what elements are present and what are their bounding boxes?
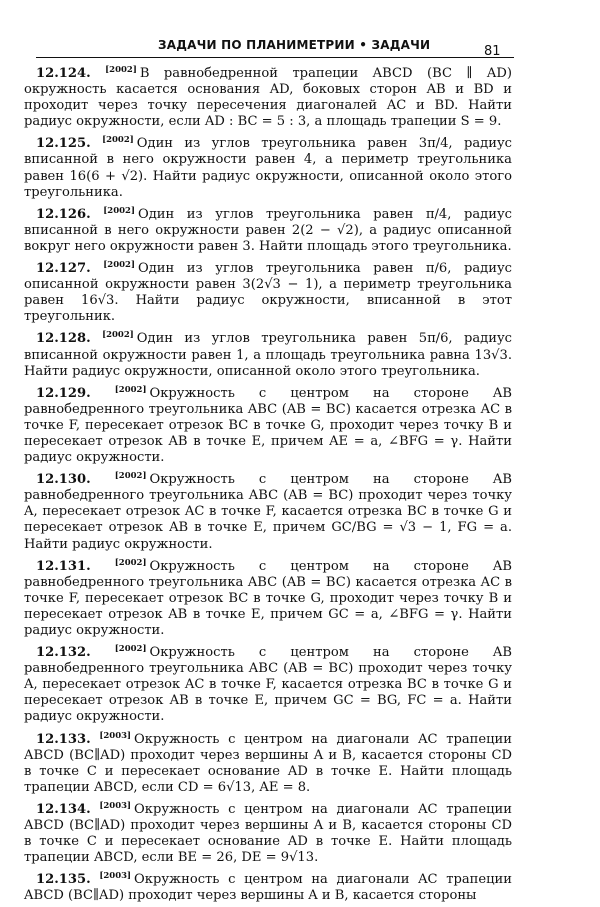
problem-text: Окружность с центром на стороне AB равнобедренного треугольника ABC (AB = BC) проходит через точку A, пересекает отрезок AC в точке F, касается отрезка BC в точке G и пересекает отрезок AB в точке E, причем GC/BG = √3 − 1, FG = a. Найти радиус окружности.	[24, 472, 512, 552]
problem	[24, 641, 512, 725]
problem-number: 12.125.	[36, 136, 91, 152]
problem-year: [2002]	[103, 205, 135, 216]
problem	[24, 382, 512, 466]
problem	[24, 798, 512, 866]
problem-text: Окружность с центром на диагонали AC трапеции ABCD (BC∥AD) проходит через вершины A и B, касается стороны	[24, 872, 513, 904]
problem-number: 12.129.	[36, 385, 91, 401]
problem-text: Окружность с центром на диагонали AC трапеции ABCD (BC∥AD) проходит через вершины A и B, касается стороны CD в точке C и пересекает основание AD в точке E. Найти площадь трапеции ABCD, если BE = 26, DE = 9√13.	[24, 801, 513, 866]
problem-text: Один из углов треугольника равен π/4, радиус вписанной в него окружности равен 2(2 − √2), а радиус описанной вокруг него окружности равен 3. Найти площадь этого треугольника.	[24, 206, 512, 254]
problem-year: [2002]	[102, 135, 134, 146]
problem	[24, 555, 512, 639]
problem	[24, 868, 512, 904]
problem-number: 12.124.	[36, 66, 91, 81]
problem-year: [2002]	[103, 260, 135, 271]
problem-number: 12.132.	[36, 645, 91, 661]
problem-text: Один из углов треугольника равен π/6, радиус описанной окружности равен 3(2√3 − 1), а периметр треугольника равен 16√3. Найти радиус окружности, вписанной в этот треугольник.	[24, 261, 512, 325]
running-title: ЗАДАЧИ ПО ПЛАНИМЕТРИИ • ЗАДАЧИ	[158, 38, 431, 52]
problem-year: [2003]	[99, 730, 132, 741]
problem-year: [2003]	[99, 800, 132, 811]
problem	[24, 203, 512, 255]
problem-text: Один из углов треугольника равен 3π/4, радиус вписанной в него окружности равен 4, а периметр треугольника равен 16(6 + √2). Найти радиус окружности, описанной около этого треугольника.	[24, 136, 512, 200]
problem-year: [2002]	[102, 330, 134, 341]
problem-text: Окружность с центром на стороне AB равнобедренного треугольника ABC (AB = BC) проходит через точку A, пересекает отрезок AC в точке F, касается отрезка BC в точке G и пересекает отрезок AB в точке E, причем GC = BG, FC = a. Найти радиус окружности.	[24, 645, 512, 725]
problem-year: [2002]	[114, 557, 147, 568]
header-rule	[36, 57, 514, 58]
problem-text: Один из углов треугольника равен 5π/6, радиус вписанной окружности равен 1, а площадь треугольника равна 13√3. Найти радиус окружности, описанной около этого треугольника.	[24, 331, 512, 379]
problem-number: 12.131.	[36, 558, 91, 574]
problem-number: 12.127.	[36, 261, 91, 277]
problem-number: 12.128.	[36, 331, 91, 347]
problem-number: 12.126.	[36, 206, 91, 222]
problem-year: [2003]	[99, 871, 132, 882]
problem	[24, 728, 512, 796]
problem-year: [2002]	[114, 644, 147, 655]
problem-text: Окружность с центром на диагонали AC трапеции ABCD (BC∥AD) проходит через вершины A и B, касается стороны CD в точке C и пересекает основание AD в точке E. Найти площадь трапеции ABCD, если CD = 6√13, AE = 8.	[24, 731, 513, 795]
problem-text: Окружность с центром на стороне AB равнобедренного треугольника ABC (AB = BC) касается отрезка AC в точке F, пересекает отрезок BC в точке G, проходит через точку B и пересекает отрезок AB в точке E, причем GC = a, ∠BFG = γ. Найти радиус окружности.	[24, 558, 512, 638]
problem-text: В равнобедренной трапеции ABCD (BC ∥ AD) окружность касается основания AD, боковых сторон AB и BD и проходит через точку пересечения диагоналей AC и BD. Найти радиус окружности, если AD : BC = 5 : 3, а площадь трапеции S = 9.	[24, 66, 512, 130]
problem-list	[24, 62, 512, 907]
problem-number: 12.130.	[36, 472, 91, 488]
page-header	[0, 0, 600, 66]
problem-year: [2002]	[114, 384, 147, 395]
problem-number: 12.135.	[36, 872, 91, 888]
problem	[24, 62, 512, 130]
problem	[24, 257, 512, 325]
problem-text: Окружность с центром на стороне AB равнобедренного треугольника ABC (AB = BC) касается отрезка AC в точке F, пересекает отрезок BC в точке G, проходит через точку B и пересекает отрезок AB в точке E, причем AE = a, ∠BFG = γ. Найти радиус окружности.	[24, 385, 512, 466]
problem-year: [2002]	[105, 65, 137, 75]
problem	[24, 132, 512, 200]
problem	[24, 468, 512, 552]
problem	[24, 327, 512, 379]
problem-number: 12.134.	[36, 801, 91, 817]
page-number: 81	[484, 44, 501, 59]
problem-year: [2002]	[114, 471, 147, 482]
problem-number: 12.133.	[36, 731, 91, 747]
